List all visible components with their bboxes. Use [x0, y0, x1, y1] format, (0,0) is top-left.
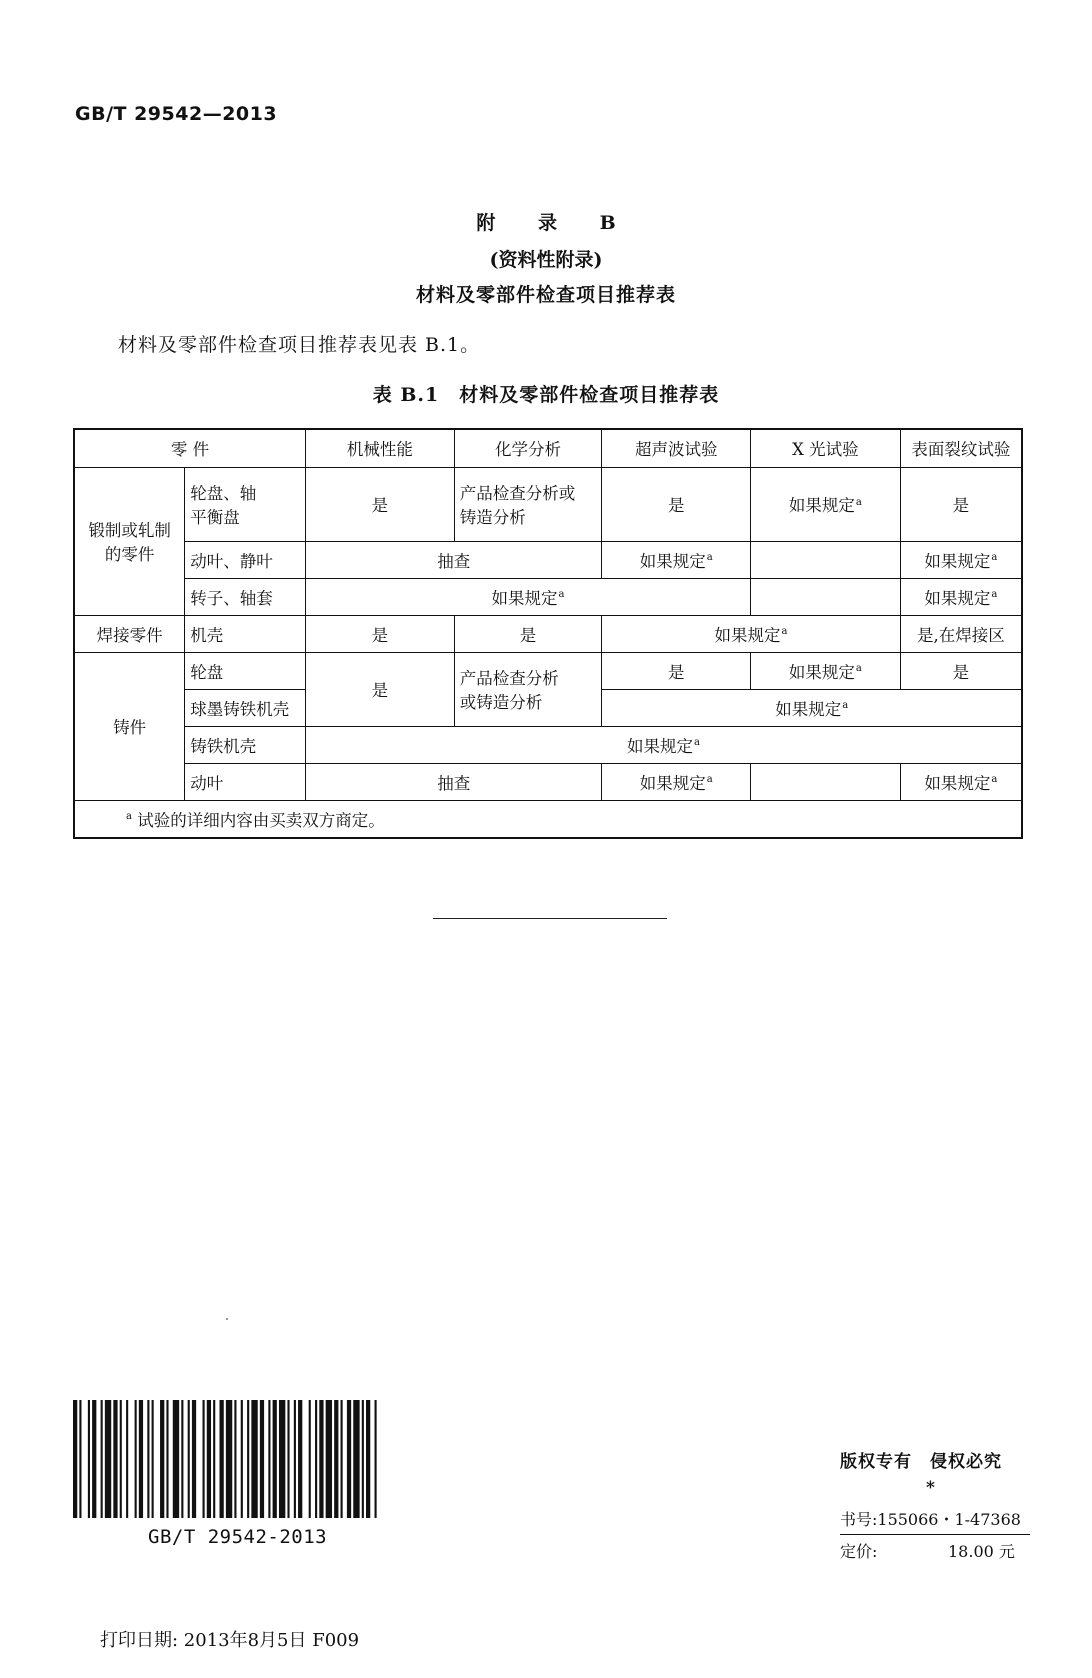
- barcode-bar: [298, 1400, 302, 1518]
- chemical-line-2: 铸造分析: [459, 508, 526, 527]
- cell-mechanical: 是: [306, 652, 455, 726]
- cell-crack: [900, 541, 1022, 578]
- barcode-image: [73, 1400, 383, 1518]
- barcode-bar: [139, 1400, 143, 1518]
- barcode-text: GB/T 29542-2013: [148, 1526, 328, 1548]
- barcode-bar: [79, 1400, 81, 1518]
- cell-mechanical-chemical: 抽查: [306, 763, 602, 800]
- barcode-bar: [260, 1400, 264, 1518]
- appendix-title: 附 录 B: [476, 212, 634, 234]
- part-cell: 球墨铸铁机壳: [185, 689, 306, 726]
- barcode-bar: [287, 1400, 289, 1518]
- table-row: [74, 726, 1022, 763]
- cell-ultrasonic: [602, 541, 751, 578]
- barcode-bar: [181, 1400, 183, 1518]
- print-date: 打印日期: 2013年8月5日 F009: [100, 1630, 360, 1651]
- header-part: 零 件: [74, 429, 306, 467]
- barcode-bar: [294, 1400, 296, 1518]
- barcode-bar: [126, 1400, 128, 1518]
- cell-xray: [751, 467, 901, 541]
- barcode-bar: [353, 1400, 359, 1518]
- footnote-marker: a: [991, 589, 998, 600]
- price-value: 18.00 元: [948, 1542, 1015, 1561]
- table-row: [74, 615, 1022, 652]
- part-cell: 动叶: [185, 763, 306, 800]
- star-mark: *: [926, 1478, 935, 1498]
- barcode-bar: [166, 1400, 168, 1518]
- barcode-bar: [279, 1400, 285, 1518]
- barcode-bar: [309, 1400, 311, 1518]
- table-footnote: [74, 800, 1022, 838]
- barcode-bar: [101, 1400, 103, 1518]
- barcode-bar: [192, 1400, 196, 1518]
- barcode-bar: [207, 1400, 211, 1518]
- part-cell: 机壳: [185, 615, 306, 652]
- table-row: [74, 578, 1022, 615]
- cell-text: 如果规定: [924, 773, 991, 793]
- part-cell: 动叶、静叶: [185, 541, 306, 578]
- barcode-bar: [113, 1400, 117, 1518]
- barcode-bar: [152, 1400, 154, 1518]
- chemical-line-2: 或铸造分析: [459, 693, 543, 712]
- barcode-bar: [234, 1400, 236, 1518]
- cell-chemical: [454, 652, 602, 726]
- chemical-line-1: 产品检查分析或: [459, 484, 576, 503]
- barcode-bar: [334, 1400, 338, 1518]
- barcode-bar: [226, 1400, 232, 1518]
- footnote-marker: a: [991, 774, 998, 785]
- table-row: [74, 652, 1022, 689]
- barcode-bar: [188, 1400, 190, 1518]
- part-name-line-2: 平衡盘: [190, 508, 240, 527]
- barcode-bar: [347, 1400, 351, 1518]
- cell-text: 如果规定: [639, 551, 706, 571]
- group-forged-label-1: 锻制或轧制: [88, 521, 171, 540]
- barcode-bar: [366, 1400, 370, 1518]
- header-xray: X 光试验: [751, 429, 901, 467]
- barcode-bar: [135, 1400, 137, 1518]
- cell-mechanical-chemical: 抽查: [306, 541, 602, 578]
- barcode-bar: [251, 1400, 257, 1518]
- barcode-bar: [203, 1400, 205, 1518]
- cell-mechanical-to-crack: [306, 726, 1022, 763]
- book-number: 书号:155066・1-47368: [840, 1510, 1021, 1529]
- end-separator-line: [433, 918, 667, 919]
- footnote-marker: a: [855, 496, 862, 508]
- barcode-bar: [160, 1400, 164, 1518]
- cell-text: 如果规定: [627, 736, 694, 756]
- cell-xray-empty: [751, 578, 901, 615]
- part-cell: [185, 467, 306, 541]
- footnote-marker: a: [706, 774, 713, 785]
- cell-crack: 是: [900, 467, 1022, 541]
- header-crack: 表面裂纹试验: [900, 429, 1022, 467]
- cell-text: 如果规定: [924, 551, 991, 571]
- cell-chemical: 是: [454, 615, 602, 652]
- barcode-bar: [147, 1400, 149, 1518]
- barcode-bar: [247, 1400, 249, 1518]
- price-rule: [840, 1534, 1030, 1535]
- part-cell: 铸铁机壳: [185, 726, 306, 763]
- barcode-bar: [268, 1400, 270, 1518]
- cell-crack: 是,在焊接区: [900, 615, 1022, 652]
- barcode-bar: [273, 1400, 277, 1518]
- footnote-marker: a: [855, 663, 862, 674]
- standard-number: GB/T 29542—2013: [75, 103, 278, 125]
- cell-crack: [900, 578, 1022, 615]
- barcode-bar: [120, 1400, 122, 1518]
- appendix-type: (资料性附录): [489, 249, 603, 271]
- table-row: [74, 541, 1022, 578]
- cell-ultrasonic-xray: [602, 615, 900, 652]
- table-header-row: [74, 429, 1022, 467]
- inspection-table: [73, 428, 1023, 839]
- footnote-marker: a: [706, 552, 713, 563]
- barcode-bar: [375, 1400, 377, 1518]
- cell-text: 如果规定: [788, 496, 855, 515]
- cell-ultrasonic: 是: [602, 652, 751, 689]
- cell-xray: [751, 652, 901, 689]
- barcode-bar: [88, 1400, 90, 1518]
- cell-mechanical: 是: [306, 615, 455, 652]
- footnote-marker: a: [991, 552, 998, 563]
- barcode-bar: [92, 1400, 96, 1518]
- footnote-marker: a: [126, 811, 132, 823]
- table-row: [74, 763, 1022, 800]
- barcode-bar: [220, 1400, 224, 1518]
- barcode-bar: [73, 1400, 77, 1518]
- cell-text: 如果规定: [639, 773, 706, 793]
- cell-mechanical: 是: [306, 467, 455, 541]
- footnote-marker: a: [842, 700, 849, 711]
- cell-xray-empty: [751, 763, 901, 800]
- cell-text: 如果规定: [491, 588, 558, 608]
- cell-crack: 是: [900, 652, 1022, 689]
- barcode-bar: [362, 1400, 364, 1518]
- cell-mechanical-to-ultrasonic: [306, 578, 751, 615]
- copyright-notice: 版权专有 侵权必究: [840, 1452, 1002, 1472]
- barcode-bar: [105, 1400, 111, 1518]
- footnote-text: 试验的详细内容由买卖双方商定。: [137, 810, 385, 830]
- cell-text: 如果规定: [775, 699, 842, 719]
- barcode-bar: [241, 1400, 243, 1518]
- cell-text: 如果规定: [788, 662, 855, 682]
- chemical-line-1: 产品检查分析: [459, 669, 559, 688]
- appendix-name: 材料及零部件检查项目推荐表: [415, 284, 676, 306]
- cell-chemical: [454, 467, 602, 541]
- cell-text: 如果规定: [714, 625, 781, 645]
- barcode-bar: [341, 1400, 343, 1518]
- barcode-bar: [319, 1400, 323, 1518]
- part-cell: 转子、轴套: [185, 578, 306, 615]
- part-name-line-1: 轮盘、轴: [190, 484, 257, 503]
- cell-ultrasonic-to-crack: [602, 689, 1022, 726]
- table-row: [74, 467, 1022, 541]
- cell-text: 如果规定: [924, 588, 991, 608]
- intro-paragraph: 材料及零部件检查项目推荐表见表 B.1。: [118, 334, 481, 356]
- footnote-marker: a: [558, 589, 565, 600]
- barcode-bar: [173, 1400, 179, 1518]
- group-cast: 铸件: [74, 652, 185, 800]
- barcode-bar: [315, 1400, 317, 1518]
- part-cell: 轮盘: [185, 652, 306, 689]
- cell-xray-empty: [751, 541, 901, 578]
- footnote-marker: a: [781, 626, 788, 637]
- table-footnote-row: [74, 800, 1022, 838]
- footnote-marker: a: [694, 737, 700, 748]
- scan-speck: [226, 1318, 228, 1320]
- cell-ultrasonic: [602, 763, 751, 800]
- group-forged: [74, 467, 185, 615]
- barcode-bar: [326, 1400, 332, 1518]
- barcode-bar: [213, 1400, 215, 1518]
- table-caption: 表 B.1 材料及零部件检查项目推荐表: [372, 384, 720, 406]
- group-forged-label-2: 的零件: [104, 545, 155, 564]
- header-chemical: 化学分析: [454, 429, 602, 467]
- cell-ultrasonic: 是: [602, 467, 751, 541]
- header-mechanical: 机械性能: [306, 429, 455, 467]
- price-label: 定价:: [840, 1542, 878, 1561]
- group-welded: 焊接零件: [74, 615, 185, 652]
- header-ultrasonic: 超声波试验: [602, 429, 751, 467]
- cell-crack: [900, 763, 1022, 800]
